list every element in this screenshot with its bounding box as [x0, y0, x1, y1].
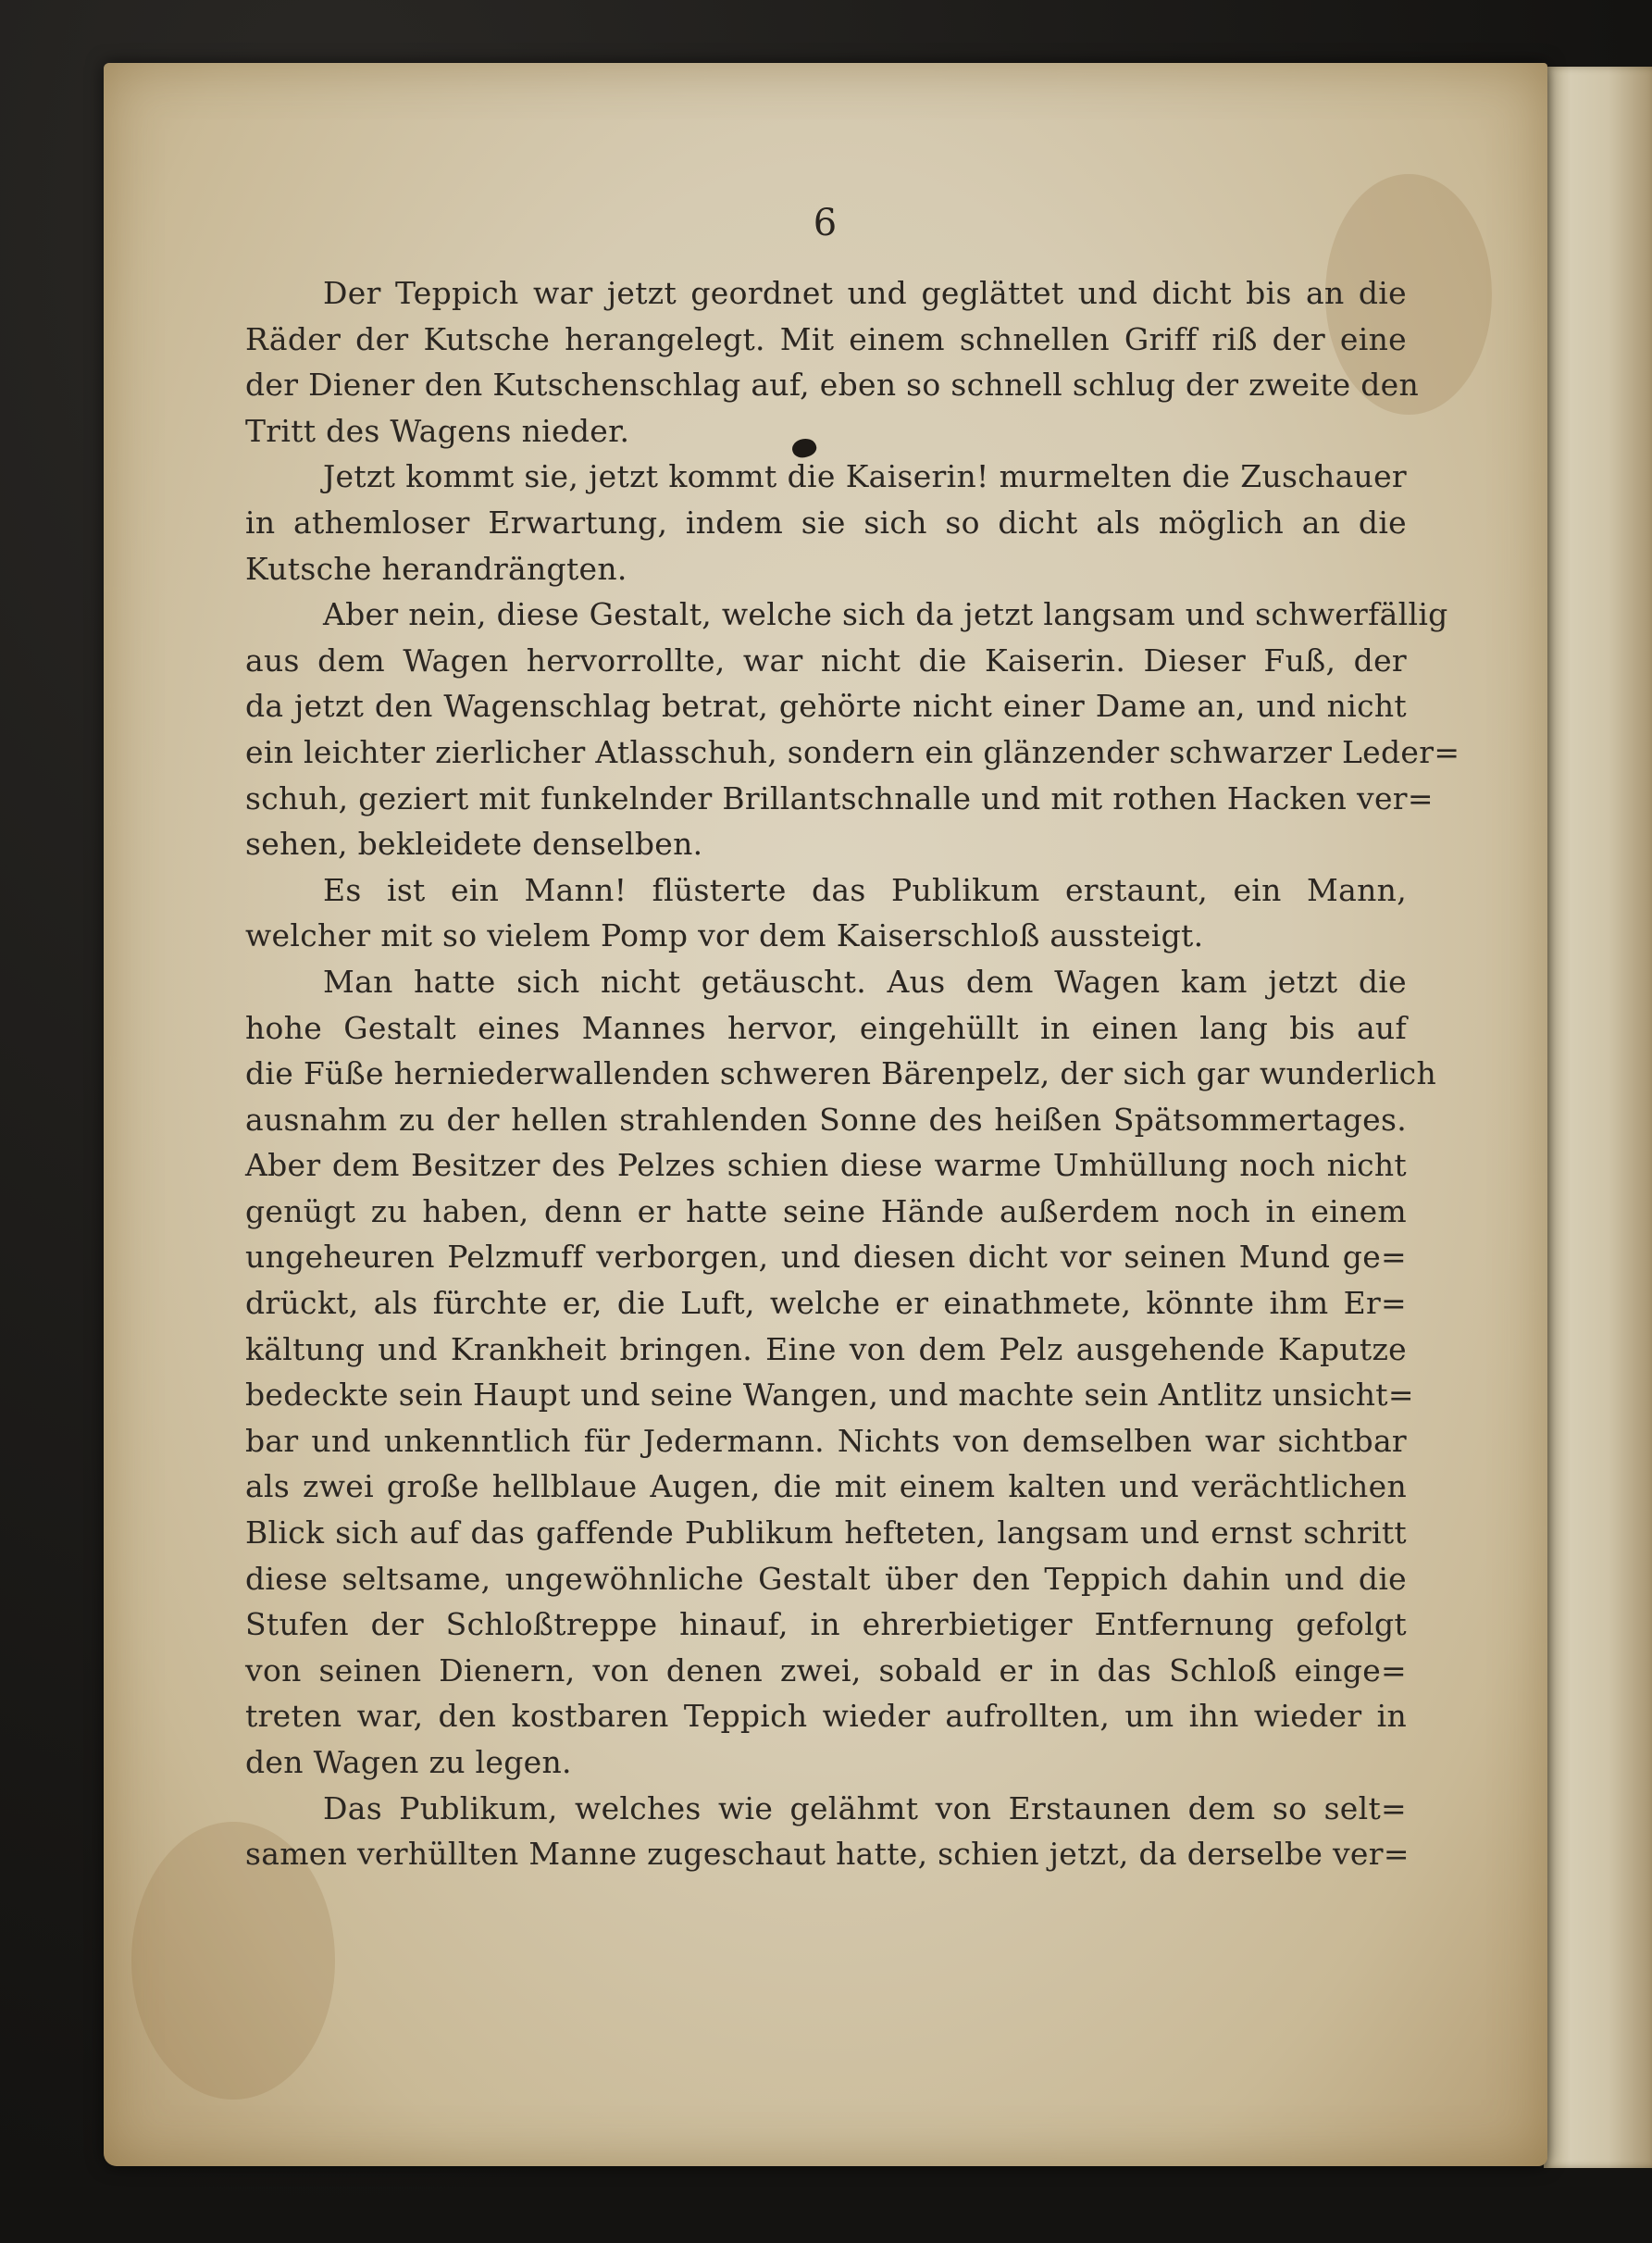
text-line: Räder der Kutsche herangelegt. Mit einem schnellen Griff riß der eine [245, 320, 1407, 357]
text-line: bedeckte sein Haupt und seine Wangen, und machte sein Antlitz unsicht= [245, 1377, 1414, 1414]
text-line: sehen, bekleidete denselben. [245, 826, 703, 863]
text-line: ungeheuren Pelzmuff verborgen, und diesen dicht vor seinen Mund ge= [245, 1239, 1407, 1276]
text-line: da jetzt den Wagenschlag betrat, gehörte nicht einer Dame an, und nicht [245, 688, 1407, 725]
page-number: 6 [813, 202, 838, 244]
body-text [245, 270, 1460, 1877]
text-line: als zwei große hellblaue Augen, die mit einem kalten und verächtlichen [245, 1468, 1407, 1505]
text-line: von seinen Dienern, von denen zwei, sobald er in das Schloß einge= [245, 1651, 1407, 1688]
text-line: Der Teppich war jetzt geordnet und geglättet und dicht bis an die [323, 275, 1407, 311]
text-line: schuh, geziert mit funkelnder Brillantschnalle und mit rothen Hacken ver= [245, 779, 1434, 816]
text-line: ausnahm zu der hellen strahlenden Sonne des heißen Spätsommertages. [245, 1101, 1407, 1138]
text-line: Blick sich auf das gaffende Publikum hefteten, langsam und ernst schritt [245, 1514, 1407, 1551]
text-line: treten war, den kostbaren Teppich wieder aufrollten, um ihn wieder in [245, 1698, 1407, 1735]
text-line: der Diener den Kutschenschlag auf, eben so schnell schlug der zweite den [245, 367, 1420, 404]
text-line: ein leichter zierlicher Atlasschuh, sondern ein glänzender schwarzer Leder= [245, 733, 1460, 770]
text-line: Es ist ein Mann! flüsterte das Publikum erstaunt, ein Mann, [323, 871, 1407, 908]
facing-page-edge [1544, 67, 1652, 2168]
text-line: hohe Gestalt eines Mannes hervor, eingehüllt in einen lang bis auf [245, 1009, 1407, 1046]
text-line: genügt zu haben, denn er hatte seine Hände außerdem noch in einem [245, 1192, 1407, 1229]
text-line: Aber nein, diese Gestalt, welche sich da jetzt langsam und schwerfällig [323, 596, 1448, 633]
text-line: Man hatte sich nicht getäuscht. Aus dem Wagen kam jetzt die [323, 963, 1407, 1000]
text-line: Das Publikum, welches wie gelähmt von Erstaunen dem so selt= [323, 1789, 1407, 1826]
text-line: den Wagen zu legen. [245, 1744, 572, 1780]
text-line: Stufen der Schloßtreppe hinauf, in ehrerbietiger Entfernung gefolgt [245, 1606, 1407, 1643]
text-line: Jetzt kommt sie, jetzt kommt die Kaiserin! murmelten die Zuschauer [323, 458, 1407, 495]
text-line: Tritt des Wagens nieder. [245, 412, 630, 449]
text-line: kältung und Krankheit bringen. Eine von dem Pelz ausgehende Kaputze [245, 1330, 1407, 1367]
text-line: welcher mit so vielem Pomp vor dem Kaiserschloß aussteigt. [245, 917, 1204, 954]
text-line: samen verhüllten Manne zugeschaut hatte, schien jetzt, da derselbe ver= [245, 1836, 1410, 1873]
text-line: in athemloser Erwartung, indem sie sich so dicht als möglich an die [245, 504, 1407, 541]
text-line: die Füße herniederwallenden schweren Bärenpelz, der sich gar wunderlich [245, 1055, 1437, 1092]
text-line: bar und unkenntlich für Jedermann. Nichts von demselben war sichtbar [245, 1422, 1407, 1459]
text-line: aus dem Wagen hervorrollte, war nicht die Kaiserin. Dieser Fuß, der [245, 642, 1407, 679]
text-line: Kutsche herandrängten. [245, 550, 627, 587]
text-line: drückt, als fürchte er, die Luft, welche er einathmete, könnte ihm Er= [245, 1285, 1407, 1322]
text-line: diese seltsame, ungewöhnliche Gestalt über den Teppich dahin und die [245, 1560, 1407, 1597]
text-line: Aber dem Besitzer des Pelzes schien diese warme Umhüllung noch nicht [245, 1147, 1407, 1184]
